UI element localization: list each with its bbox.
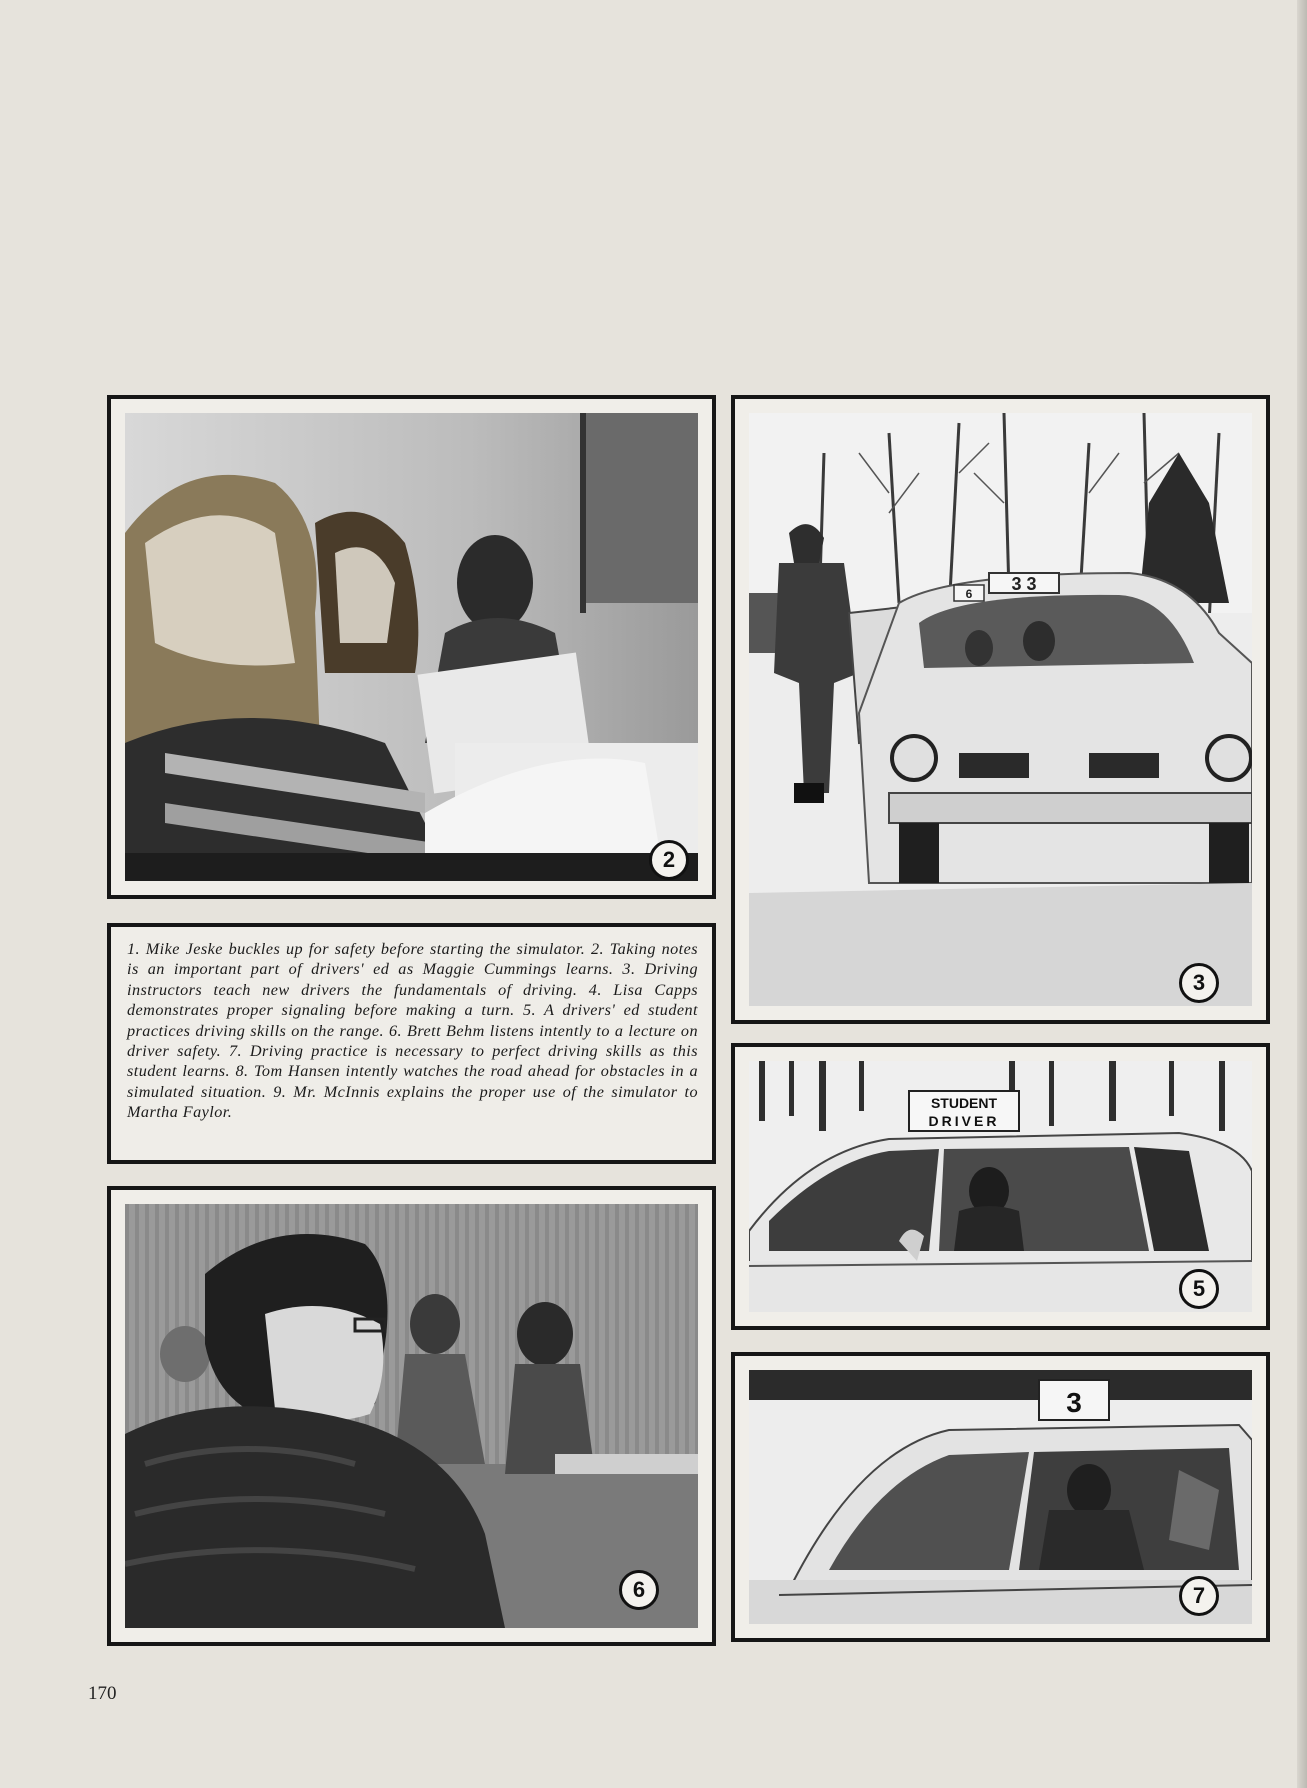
photo-captions: 1. Mike Jeske buckles up for safety before starting the simulator. 2. Taking notes is an important part of drivers' ed as Maggie Cummings learns. 3. Driving instructors teach new drivers the fundamentals of driving. 4. Lisa Capps demonstrates proper signaling before making a turn. 5. A drivers' ed student practices driving skills on the range. 6. Brett Behm listens intently to a lecture on driver safety. 7. Driving practice is necessary to perfect driving skills as this student learns. 8. Tom Hansen intently watches the road ahead for obstacles in a simulated situation. 9. Mr. McInnis explains the proper use of the simulator to Martha Faylor. — [127, 940, 698, 1122]
caption-box — [107, 923, 716, 1164]
photo-students-taking-notes — [125, 413, 698, 881]
photo3-second-sign: 6 — [965, 587, 973, 601]
photo-student-listening — [125, 1204, 698, 1628]
photo-student-driver-range — [749, 1061, 1252, 1312]
car-roof-sign-number: 3 — [1066, 1387, 1082, 1418]
student-sign-line1: STUDENT — [930, 1095, 998, 1111]
photo-frame-6 — [107, 1186, 716, 1646]
photo3-roof-sign: 3 3 — [1011, 574, 1037, 594]
photo-number-badge-5: 5 — [1179, 1269, 1219, 1309]
photo-frame-3 — [731, 395, 1270, 1024]
photo-frame-5 — [731, 1043, 1270, 1330]
photo-number-badge-3: 3 — [1179, 963, 1219, 1003]
student-sign-line2: DRIVER — [928, 1113, 1000, 1129]
photo-number-badge-2: 2 — [649, 840, 689, 880]
page-edge — [1297, 0, 1307, 1788]
photo-frame-2 — [107, 395, 716, 899]
photo-number-badge-6: 6 — [619, 1570, 659, 1610]
photo-number-badge-7: 7 — [1179, 1576, 1219, 1616]
page-number: 170 — [88, 1683, 117, 1704]
photo-frame-7 — [731, 1352, 1270, 1642]
photo-car-driving-practice — [749, 1370, 1252, 1624]
photo-instructor-and-car — [749, 413, 1252, 1006]
